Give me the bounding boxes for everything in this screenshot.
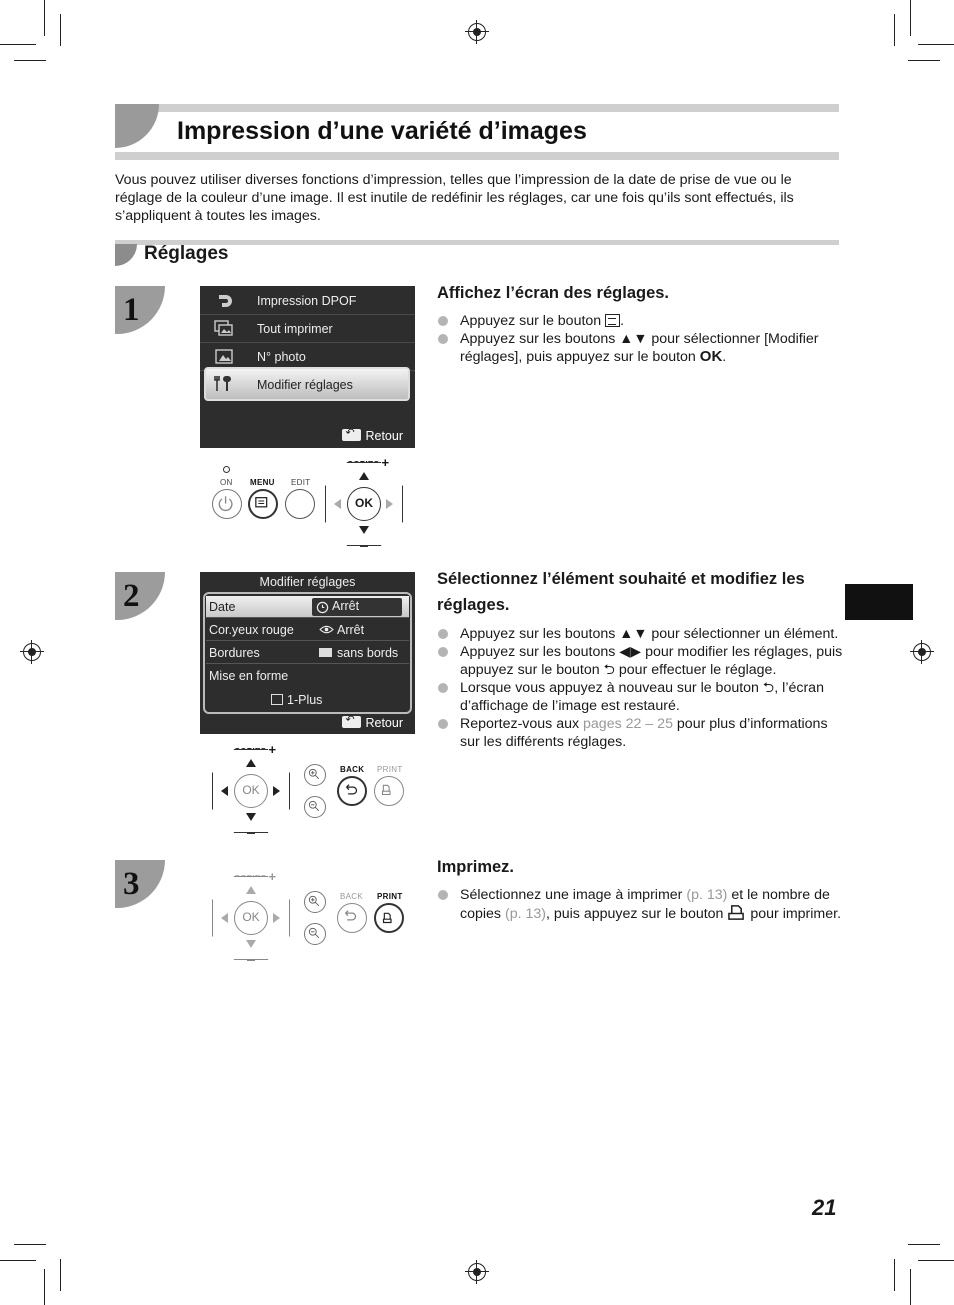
registration-mark-icon <box>468 23 486 41</box>
right-arrow-icon[interactable] <box>386 499 393 509</box>
registration-mark-icon <box>23 643 41 661</box>
on-button[interactable] <box>212 489 242 519</box>
crop-mark <box>14 1244 46 1245</box>
ok-button[interactable]: OK <box>234 901 268 935</box>
back-button[interactable] <box>337 903 367 933</box>
retour-label[interactable]: ↶Retour <box>342 429 403 443</box>
down-arrow-icon[interactable] <box>246 940 256 948</box>
crop-mark <box>894 1259 895 1291</box>
list-item: Appuyez sur le bouton . <box>437 312 847 330</box>
minus-icon <box>247 959 255 961</box>
minus-icon <box>360 545 368 547</box>
left-arrow-icon[interactable] <box>221 913 228 923</box>
dpad[interactable] <box>212 749 290 833</box>
print-glyph-icon <box>727 904 746 921</box>
crop-mark <box>0 44 36 45</box>
setting-row-date[interactable]: Date Arrêt <box>206 596 409 618</box>
menu-icon <box>605 314 620 327</box>
crop-mark <box>60 14 61 46</box>
crop-mark <box>60 1259 61 1291</box>
back-button-label: BACK <box>340 765 365 774</box>
page-title: Impression d’une variété d’images <box>177 117 587 145</box>
zoom-in-icon <box>305 892 324 911</box>
settings-screen-title: Modifier réglages <box>259 575 356 589</box>
print-button-label: PRINT <box>377 765 403 774</box>
zoom-out-icon <box>305 797 324 816</box>
page-number: 21 <box>812 1195 837 1220</box>
copies-label: + <box>268 742 277 757</box>
list-item: Appuyez sur les boutons ▲▼ pour sélectionner un élément. <box>437 625 847 643</box>
registration-mark-icon <box>913 643 931 661</box>
step1-heading: Affichez l’écran des réglages. <box>437 284 670 302</box>
up-arrow-icon[interactable] <box>359 472 369 480</box>
zoom-in-icon <box>305 765 324 784</box>
back-glyph-icon: ⮌ <box>603 662 615 678</box>
on-button-label: ON <box>220 478 233 487</box>
print-icon <box>376 905 401 930</box>
list-item: Appuyez sur les boutons ▲▼ pour sélectionner [Modifier réglages], puis appuyez sur le bouton OK. <box>437 330 847 366</box>
menu-screen <box>200 286 415 448</box>
dpad[interactable] <box>325 462 403 546</box>
ok-glyph: OK <box>699 348 723 365</box>
print-all-icon <box>213 320 235 337</box>
ok-button[interactable]: OK <box>347 487 381 521</box>
zoom-in-button[interactable] <box>304 891 326 913</box>
back-button-label: BACK <box>340 892 363 901</box>
setting-row-borders[interactable]: Bordures sans bords <box>206 642 409 664</box>
crop-mark <box>918 44 954 45</box>
borderless-icon <box>319 648 332 657</box>
page-reference-link[interactable]: (p. 13) <box>504 906 546 922</box>
print-button[interactable] <box>374 903 404 933</box>
back-icon <box>342 716 361 728</box>
minus-icon <box>247 832 255 834</box>
back-button[interactable] <box>337 776 367 806</box>
dpof-icon <box>213 292 235 309</box>
crop-mark <box>908 1244 940 1245</box>
list-item: Sélectionnez une image à imprimer (p. 13) et le nombre de copies (p. 13), puis appuyez sur le bouton pour imprimer. <box>437 886 847 923</box>
menu-item-modifier-reglages[interactable]: Modifier réglages <box>204 367 410 401</box>
back-arrow-icon <box>339 778 364 803</box>
list-item: Reportez-vous aux pages 22 – 25 pour plus d’informations sur les différents réglages. <box>437 715 847 751</box>
zoom-out-button[interactable] <box>304 796 326 818</box>
settings-tools-icon <box>212 375 234 392</box>
step3-bullets <box>437 886 847 923</box>
power-icon <box>213 490 240 517</box>
edit-button-label: EDIT <box>291 478 311 487</box>
left-arrow-icon[interactable] <box>221 786 228 796</box>
intro-paragraph: Vous pouvez utiliser diverses fonctions d’impression, telles que l’impression de la date de prise de vue ou le réglage de la couleur d’une image. Il est inutile de redéfinir les réglages, car une fois qu’ils sont effectués, ils s’appliquent à toutes les images. <box>115 172 794 224</box>
ok-button[interactable]: OK <box>234 774 268 808</box>
crop-mark <box>894 14 895 46</box>
left-arrow-icon[interactable] <box>334 499 341 509</box>
date-off-icon <box>316 601 329 614</box>
zoom-out-icon <box>305 924 324 943</box>
back-glyph-icon: ⮌ <box>762 680 775 696</box>
list-item: Lorsque vous appuyez à nouveau sur le bouton ⮌, l’écran d’affichage de l’image est restauré. <box>437 679 847 715</box>
copies-label: + <box>268 869 277 884</box>
step-badge-1: 1 <box>115 286 165 334</box>
setting-row-layout[interactable]: Mise en forme 1-Plus <box>209 669 323 707</box>
up-arrow-icon[interactable] <box>246 759 256 767</box>
photo-number-icon <box>213 348 235 365</box>
title-corner-decoration <box>115 104 159 148</box>
print-button-label: PRINT <box>377 892 403 901</box>
menu-icon <box>250 491 275 516</box>
menu-item-tout-imprimer[interactable]: Tout imprimer <box>200 315 415 343</box>
back-arrow-icon <box>338 904 363 929</box>
crop-mark <box>14 60 46 61</box>
right-arrow-icon[interactable] <box>273 786 280 796</box>
right-arrow-icon[interactable] <box>273 913 280 923</box>
menu-item-n-photo[interactable]: N° photo <box>200 343 415 371</box>
retour-label[interactable]: ↶Retour <box>342 716 403 730</box>
crop-mark <box>0 1260 36 1261</box>
step2-heading: Sélectionnez l’élément souhaité et modifiez les réglages. <box>437 570 805 614</box>
step1-bullets <box>437 312 847 366</box>
red-eye-off-icon <box>319 624 334 635</box>
crop-mark <box>44 1269 45 1305</box>
page-reference-link[interactable]: (p. 13) <box>686 887 728 903</box>
menu-button[interactable] <box>248 489 278 519</box>
section-title: Réglages <box>144 243 229 264</box>
chapter-tab <box>845 584 913 620</box>
list-item: Appuyez sur les boutons ◀▶ pour modifier les réglages, puis appuyez sur le bouton ⮌ pour effectuer le réglage. <box>437 643 847 679</box>
menu-button-label: MENU <box>250 478 275 487</box>
power-led <box>223 466 230 473</box>
crop-mark <box>910 0 911 36</box>
zoom-in-button[interactable] <box>304 764 326 786</box>
down-arrow-icon[interactable] <box>359 526 369 534</box>
up-arrow-icon[interactable] <box>246 886 256 894</box>
page-reference-link[interactable]: pages 22 – 25 <box>583 716 673 732</box>
crop-mark <box>44 0 45 36</box>
back-icon <box>342 429 361 441</box>
title-band <box>115 104 839 160</box>
copies-label: + <box>381 455 390 470</box>
down-arrow-icon[interactable] <box>246 813 256 821</box>
print-icon <box>375 777 400 802</box>
registration-mark-icon <box>468 1263 486 1281</box>
crop-mark <box>908 60 940 61</box>
menu-item-impression-dpof[interactable]: Impression DPOF <box>200 287 415 315</box>
step-badge-2: 2 <box>115 572 165 620</box>
step2-bullets <box>437 625 847 751</box>
settings-screen <box>200 572 415 734</box>
crop-mark <box>910 1269 911 1305</box>
layout-1plus-icon <box>271 694 283 705</box>
print-button[interactable] <box>374 776 404 806</box>
step3-heading: Imprimez. <box>437 858 515 876</box>
section-corner-decoration <box>115 244 137 266</box>
setting-row-red-eye[interactable]: Cor.yeux rouge Arrêt <box>206 619 409 641</box>
edit-button[interactable] <box>285 489 315 519</box>
dpad[interactable] <box>212 876 290 960</box>
zoom-out-button[interactable] <box>304 923 326 945</box>
step-badge-3: 3 <box>115 860 165 908</box>
crop-mark <box>918 1260 954 1261</box>
